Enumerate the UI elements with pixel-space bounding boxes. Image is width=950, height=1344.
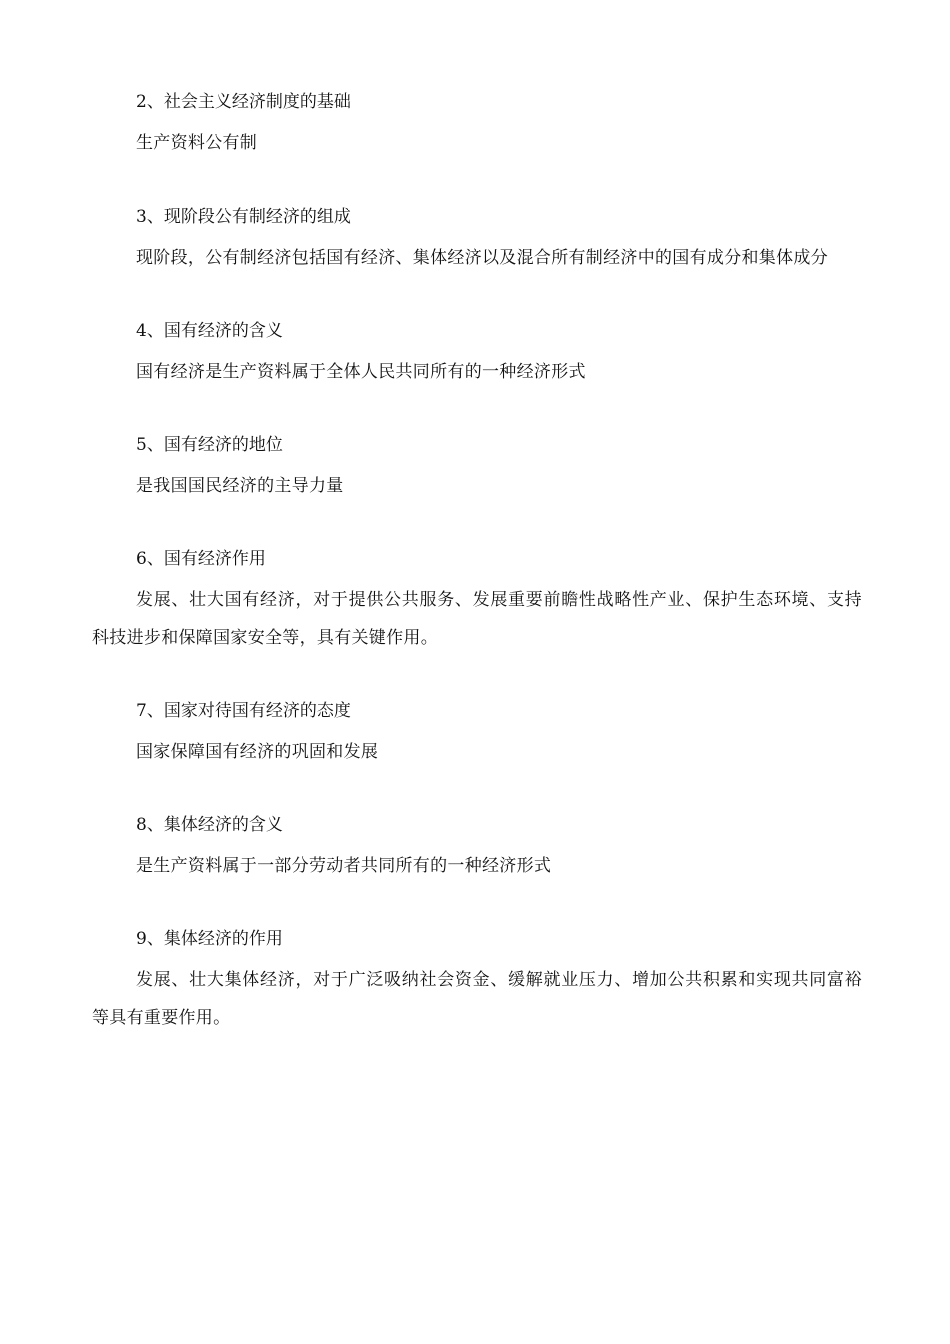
section-heading: 9、集体经济的作用 — [136, 929, 283, 949]
section-heading: 7、国家对待国有经济的态度 — [136, 701, 351, 721]
section-body: 是我国国民经济的主导力量 — [136, 476, 344, 496]
section-6 — [92, 545, 862, 657]
section-4 — [92, 317, 862, 391]
section-9 — [92, 925, 862, 1037]
section-heading: 8、集体经济的含义 — [136, 815, 283, 835]
section-5 — [92, 431, 862, 505]
section-heading: 2、社会主义经济制度的基础 — [136, 92, 351, 112]
section-body: 现阶段，公有制经济包括国有经济、集体经济以及混合所有制经济中的国有成分和集体成分 — [136, 248, 828, 268]
section-body: 发展、壮大集体经济，对于广泛吸纳社会资金、缓解就业压力、增加公共积累和实现共同富裕等具有重要作用。 — [92, 970, 862, 1028]
section-7 — [92, 697, 862, 771]
section-heading: 6、国有经济作用 — [136, 549, 266, 569]
section-body: 生产资料公有制 — [136, 133, 258, 153]
section-8 — [92, 811, 862, 885]
document-content — [92, 88, 862, 1079]
section-body: 国家保障国有经济的巩固和发展 — [136, 742, 379, 762]
section-heading: 3、现阶段公有制经济的组成 — [136, 207, 351, 227]
section-body: 是生产资料属于一部分劳动者共同所有的一种经济形式 — [136, 856, 552, 876]
section-2 — [92, 88, 862, 162]
section-3 — [92, 203, 862, 277]
section-heading: 4、国有经济的含义 — [136, 321, 283, 341]
section-body: 发展、壮大国有经济，对于提供公共服务、发展重要前瞻性战略性产业、保护生态环境、支持科技进步和保障国家安全等，具有关键作用。 — [92, 590, 862, 648]
section-heading: 5、国有经济的地位 — [136, 435, 283, 455]
section-body: 国有经济是生产资料属于全体人民共同所有的一种经济形式 — [136, 362, 586, 382]
